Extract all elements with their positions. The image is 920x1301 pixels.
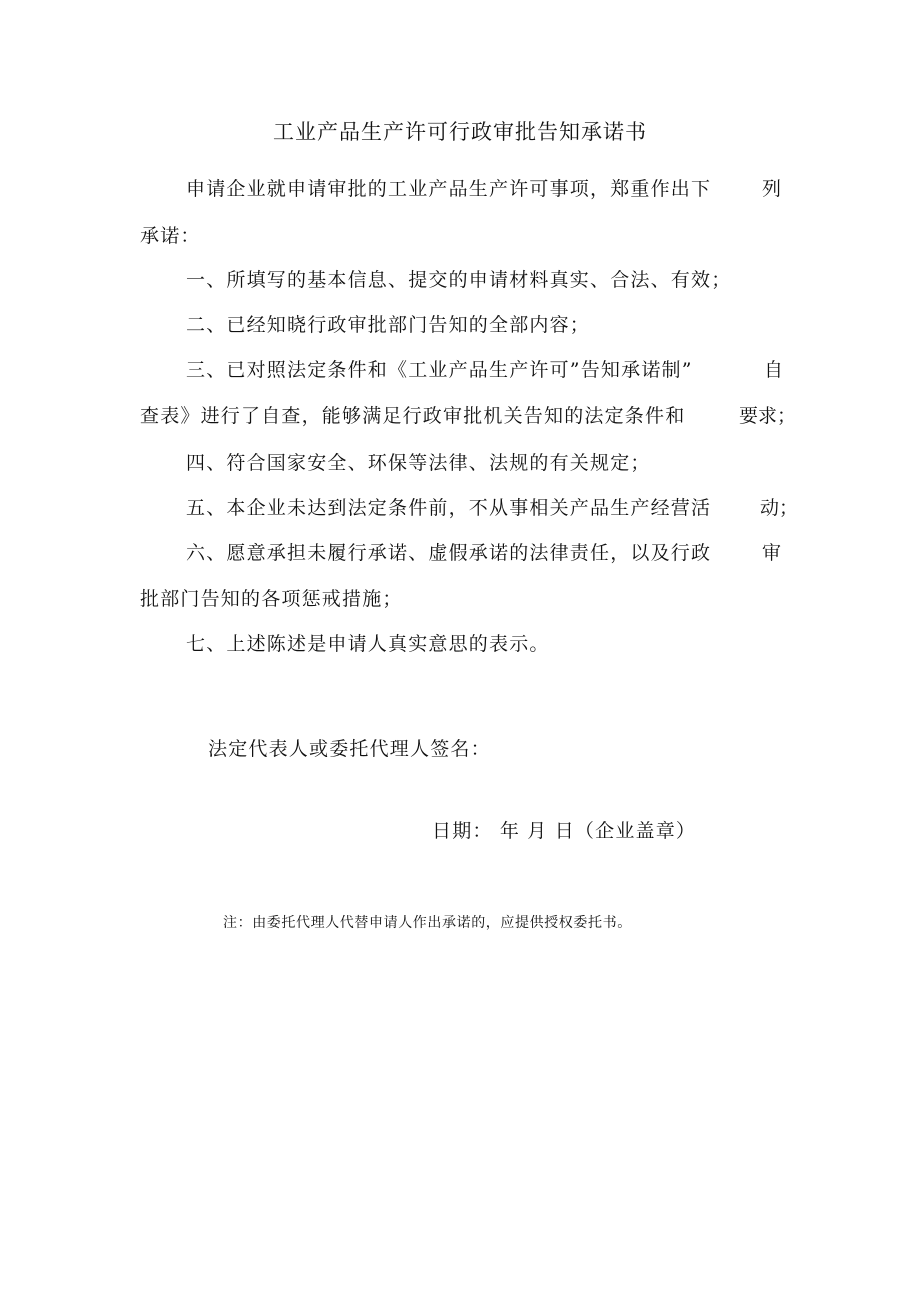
date-seal-line: 日期： 年 月 日（企业盖章） bbox=[432, 820, 697, 842]
footnote: 注：由委托代理人代替申请人作出承诺的，应提供授权委托书。 bbox=[223, 915, 632, 931]
commitment-item-7: 七、上述陈述是申请人真实意思的表示。 bbox=[186, 633, 550, 655]
intro-line-2: 承诺： bbox=[140, 225, 201, 247]
commitment-item-3-line-2: 查表》进行了自查，能够满足行政审批机关告知的法定条件和 bbox=[140, 405, 686, 427]
commitment-item-1: 一、所填写的基本信息、提交的申请材料真实、合法、有效； bbox=[186, 269, 732, 291]
signature-label: 法定代表人或委托代理人签名： bbox=[208, 738, 491, 760]
intro-line-1-tail: 列 bbox=[762, 178, 782, 200]
commitment-item-3-line-1: 三、已对照法定条件和《工业产品生产许可”告知承诺制” bbox=[186, 359, 693, 381]
commitment-item-3-line-2-tail: 要求； bbox=[739, 405, 797, 427]
intro-line-1: 申请企业就申请审批的工业产品生产许可事项，郑重作出下 bbox=[186, 178, 712, 200]
commitment-item-6-line-1-tail: 审 bbox=[762, 542, 782, 564]
commitment-item-5-tail: 动； bbox=[760, 497, 799, 519]
commitment-item-3-line-1-tail: 自 bbox=[764, 359, 784, 381]
commitment-item-5: 五、本企业未达到法定条件前，不从事相关产品生产经营活 bbox=[186, 497, 712, 519]
commitment-item-2: 二、已经知晓行政审批部门告知的全部内容； bbox=[186, 314, 591, 336]
commitment-item-6-line-1: 六、愿意承担未履行承诺、虚假承诺的法律责任，以及行政 bbox=[186, 542, 712, 564]
commitment-item-4: 四、符合国家安全、环保等法律、法规的有关规定； bbox=[186, 452, 651, 474]
commitment-item-6-line-2: 批部门告知的各项惩戒措施； bbox=[140, 588, 403, 610]
document-title: 工业产品生产许可行政审批告知承诺书 bbox=[273, 120, 647, 144]
